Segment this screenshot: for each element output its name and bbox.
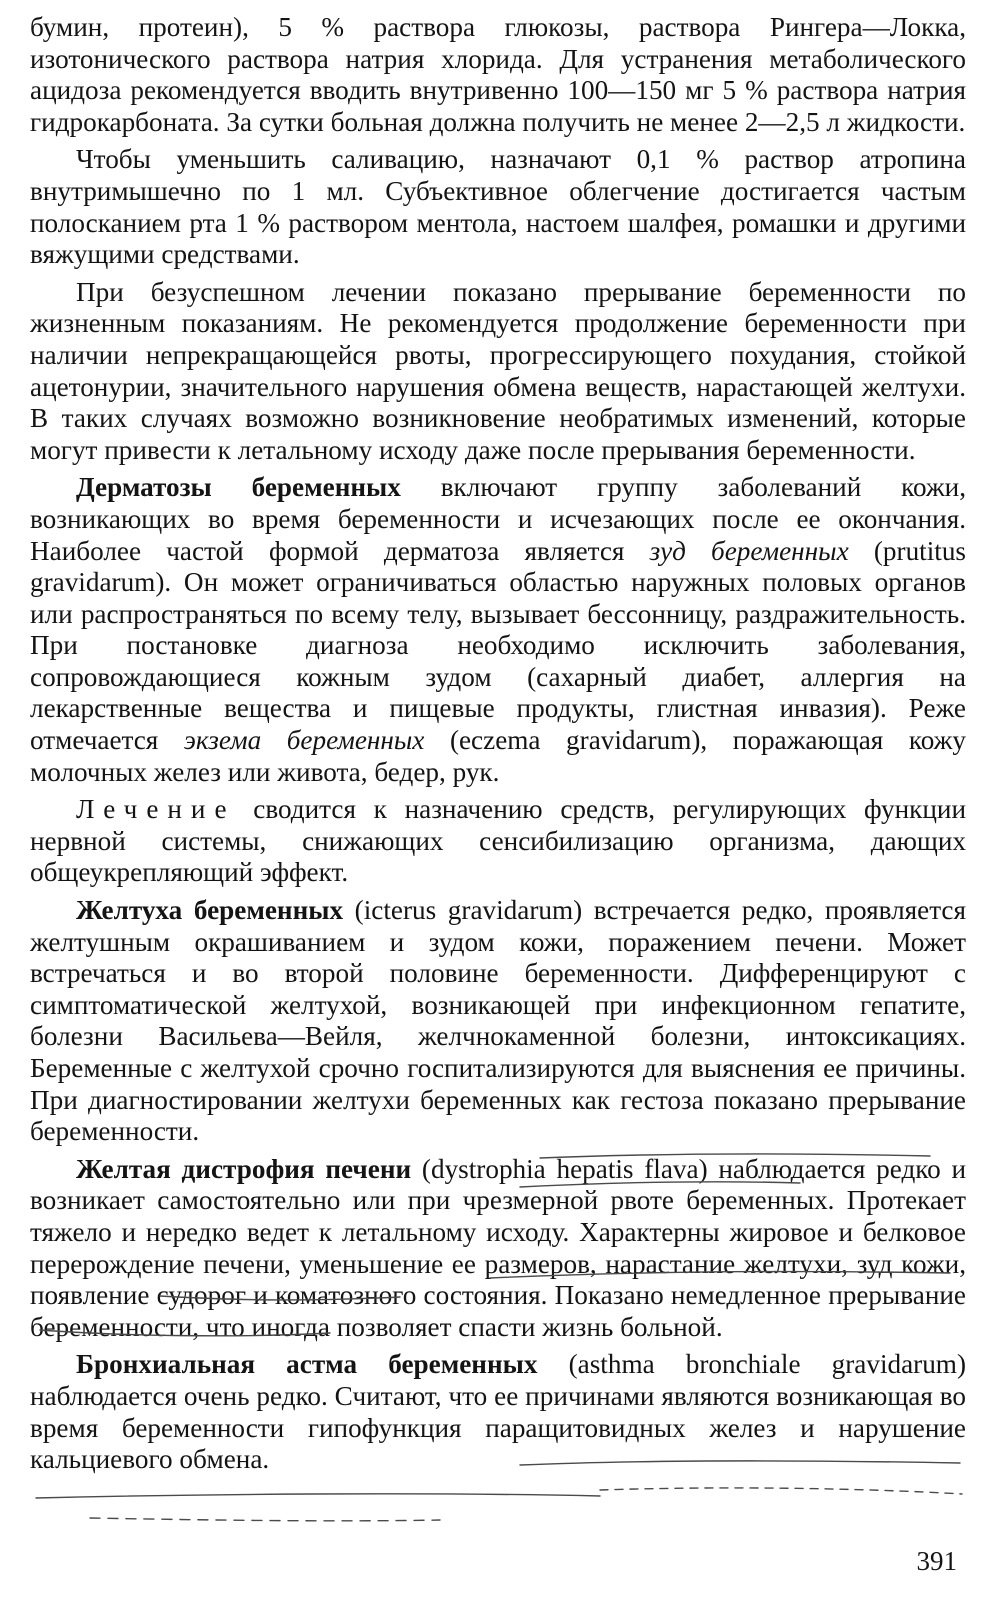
paragraph-text: При безуспешном лечении показано прерывание беременности по жизненным показаниям. Не рекомендуется продолжение беременности при наличии непрекращающейся рвоты, прогрессирующего похудания, стойкой ацетонурии, значительного нарушения обмена веществ, нарастающей желтухи. В таких случаях возможно возникновение необратимых изменений, которые могут привести к летальному исходу даже после прерывания беременности. bbox=[30, 276, 966, 465]
section-heading-jaundice: Желтуха беременных bbox=[76, 895, 344, 926]
paragraph-text: Чтобы уменьшить саливацию, назначают 0,1 % раствор атропина внутримышечно по 1 мл. Субъективное облегчение достигается частым полосканием рта 1 % раствором ментола, настоем шалфея, ромашки и другими вяжущими средствами. bbox=[30, 144, 966, 270]
paragraph-jaundice bbox=[30, 895, 966, 1148]
spaced-heading-treatment: Лечение bbox=[76, 794, 236, 825]
paragraph-text: (eczema gravidarum), поражающая кожу молочных желез или живота, бедер, рук. bbox=[30, 725, 966, 787]
paragraph-text: (dystrophia hepatis flava) наблюдается редко и возникает самостоятельно или при чрезмерной рвоте беременных. Протекает тяжело и нередко ведет к летальному исходу. Характерны жировое и белковое перерождение печени, уменьшение ее размеров, нарастание желтухи, зуд кожи, появление судорог и коматозного состояния. Показано немедленное прерывание беременности, что иногда позволяет спасти жизнь больной. bbox=[30, 1153, 967, 1342]
paragraph-text: (asthma bronchiale gravidarum) наблюдается очень редко. Считают, что ее причинами являются возникающая во время беременности гипофункция паращитовидных желез и нарушение кальциевого обмена. bbox=[30, 1349, 967, 1475]
pencil-underline-mark bbox=[90, 1518, 440, 1521]
page-number: 391 bbox=[916, 1546, 957, 1576]
pencil-underline-mark bbox=[600, 1488, 962, 1494]
paragraph-dermatoses bbox=[30, 472, 966, 788]
paragraph-termination bbox=[30, 277, 966, 467]
paragraph-text: бумин, протеин), 5 % раствора глюкозы, раствора Рингера—Локка, изотонического раствора натрия хлорида. Для устранения метаболического ацидоза рекомендуется вводить внутривенно 100—150 мг 5 % раствора натрия гидрокарбоната. За сутки больная должна получить не менее 2—2,5 л жидкости. bbox=[30, 12, 966, 137]
section-heading-dermatoses: Дерматозы беременных bbox=[76, 472, 401, 503]
italic-term-eczema: экзема беременных bbox=[183, 725, 425, 756]
paragraph-text: (prutitus gravidarum). Он может ограничиваться областью наружных половых органов или распространяться по всему телу, вызывает бессонницу, раздражительность. При постановке диагноза необходимо исключить заболевания, сопровождающиеся кожным зудом (сахарный диабет, аллергия на лекарственные вещества и пищевые продукты, глистная инвазия). Реже отмечается bbox=[30, 535, 966, 756]
pencil-underline-mark bbox=[36, 1494, 600, 1498]
paragraph-treatment bbox=[30, 794, 966, 889]
paragraph-salivation bbox=[30, 144, 966, 270]
paragraph-asthma bbox=[30, 1349, 966, 1475]
section-heading-asthma: Бронхиальная астма беременных bbox=[76, 1349, 538, 1380]
section-heading-liver-dystrophy: Желтая дистрофия печени bbox=[76, 1153, 412, 1184]
paragraph-continued-treatment bbox=[30, 12, 966, 138]
paragraph-text: (icterus gravidarum) встречается редко, проявляется желтушным окрашиванием и зудом кожи, поражением печени. Может встречаться и во второй половине беременности. Дифференцируют с симптоматической желтухой, возникающей при инфекционном гепатите, болезни Васильева—Вейля, желчнокаменной болезни, интоксикациях. Беременные с желтухой срочно госпитализируются для выяснения ее причины. При диагностировании желтухи беременных как гестоза показано прерывание беременности. bbox=[30, 895, 966, 1147]
paragraph-text: сводится к назначению средств, регулирующих функции нервной системы, снижающих сенсибилизацию организма, дающих общеукрепляющий эффект. bbox=[30, 794, 966, 888]
book-page-text bbox=[30, 12, 966, 1476]
italic-term-pruritus: зуд беременных bbox=[649, 535, 849, 566]
paragraph-text: включают группу заболеваний кожи, возникающих во время беременности и исчезающих после ее окончания. Наиболее частой формой дерматоза является bbox=[30, 472, 966, 566]
paragraph-liver-dystrophy bbox=[30, 1154, 966, 1344]
